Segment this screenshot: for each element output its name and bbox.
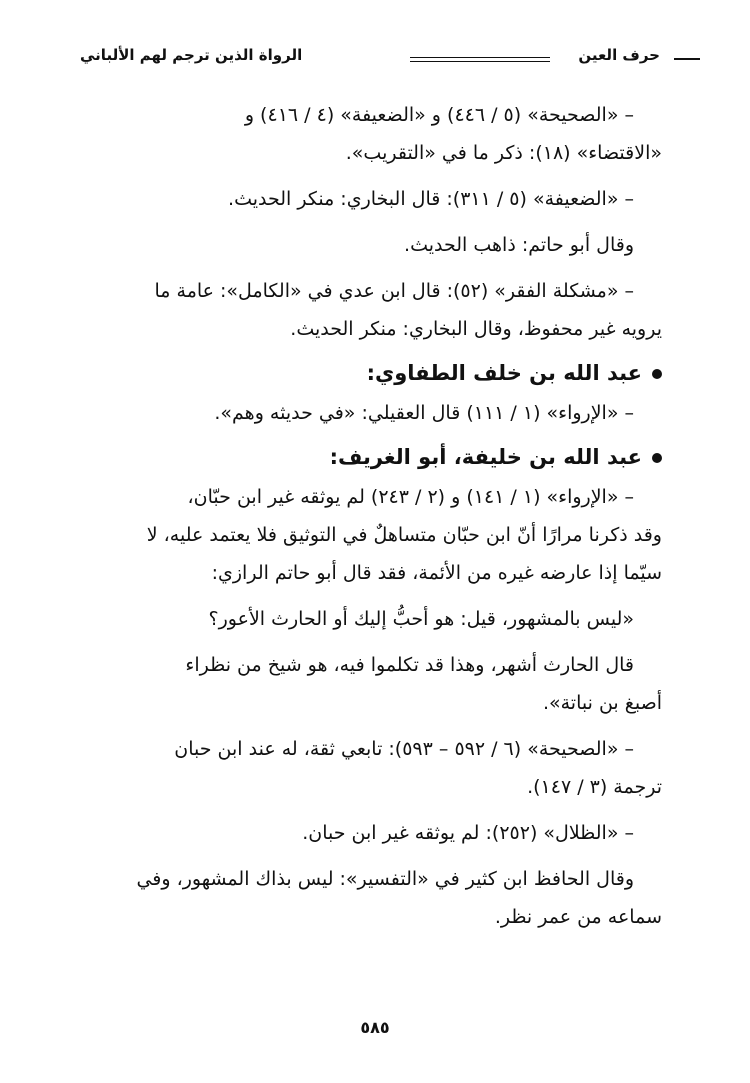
text-line: وقال أبو حاتم: ذاهب الحديث.: [404, 234, 634, 256]
running-header: [80, 46, 700, 74]
header-rule: [674, 58, 700, 60]
text-line: «الاقتضاء» (١٨): ذكر ما في «التقريب».: [345, 142, 662, 164]
text-line: – «الضعيفة» (٥ / ٣١١): قال البخاري: منكر الحديث.: [228, 188, 634, 210]
text-line: – «الإرواء» (١ / ١١١) قال العقيلي: «في حديثه وهم».: [214, 402, 634, 424]
text-line: ترجمة (٣ / ١٤٧).: [527, 776, 662, 798]
bullet-icon: [652, 453, 662, 463]
header-double-rule: [410, 57, 550, 58]
text-line: – «الصحيحة» (٦ / ٥٩٢ – ٥٩٣): تابعي ثقة، له عند ابن حبان: [174, 738, 634, 760]
text-line: – «مشكلة الفقر» (٥٢): قال ابن عدي في «الكامل»: عامة ما: [154, 280, 634, 302]
text-line: وقال الحافظ ابن كثير في «التفسير»: ليس بذاك المشهور، وفي: [136, 868, 634, 890]
text-line: – «الظلال» (٢٥٢): لم يوثقه غير ابن حبان.: [302, 822, 634, 844]
header-double-rule-lower: [410, 61, 550, 62]
chapter-title: حرف العين: [578, 46, 660, 64]
page-body: [82, 96, 662, 936]
page-number: ٥٨٥: [360, 1018, 390, 1037]
text-line: سماعه من عمر نظر.: [494, 906, 662, 928]
entry-heading: [82, 436, 662, 478]
book-title: الرواة الذين ترجم لهم الألباني: [80, 46, 303, 64]
text-line: وقد ذكرنا مرارًا أنّ ابن حبّان متساهلٌ في التوثيق فلا يعتمد عليه، لا: [146, 524, 662, 546]
text-line: – «الصحيحة» (٥ / ٤٤٦) و «الضعيفة» (٤ / ٤١٦) و: [244, 104, 634, 126]
quote-line: أصبغ بن نباتة».: [542, 692, 662, 714]
entry-heading: [82, 352, 662, 394]
text-line: يرويه غير محفوظ، وقال البخاري: منكر الحديث.: [290, 318, 662, 340]
quote-line: «ليس بالمشهور، قيل: هو أحبُّ إليك أو الحارث الأعور؟: [208, 608, 634, 630]
quote-line: قال الحارث أشهر، وهذا قد تكلموا فيه، هو شيخ من نظراء: [185, 654, 634, 676]
narrator-name: عبد الله بن خليفة، أبو الغريف:: [329, 445, 642, 469]
text-line: سيّما إذا عارضه غيره من الأئمة، فقد قال أبو حاتم الرازي:: [211, 562, 662, 584]
bullet-icon: [652, 369, 662, 379]
narrator-name: عبد الله بن خلف الطفاوي:: [366, 361, 642, 385]
text-line: – «الإرواء» (١ / ١٤١) و (٢ / ٢٤٣) لم يوثقه غير ابن حبّان،: [187, 486, 634, 508]
